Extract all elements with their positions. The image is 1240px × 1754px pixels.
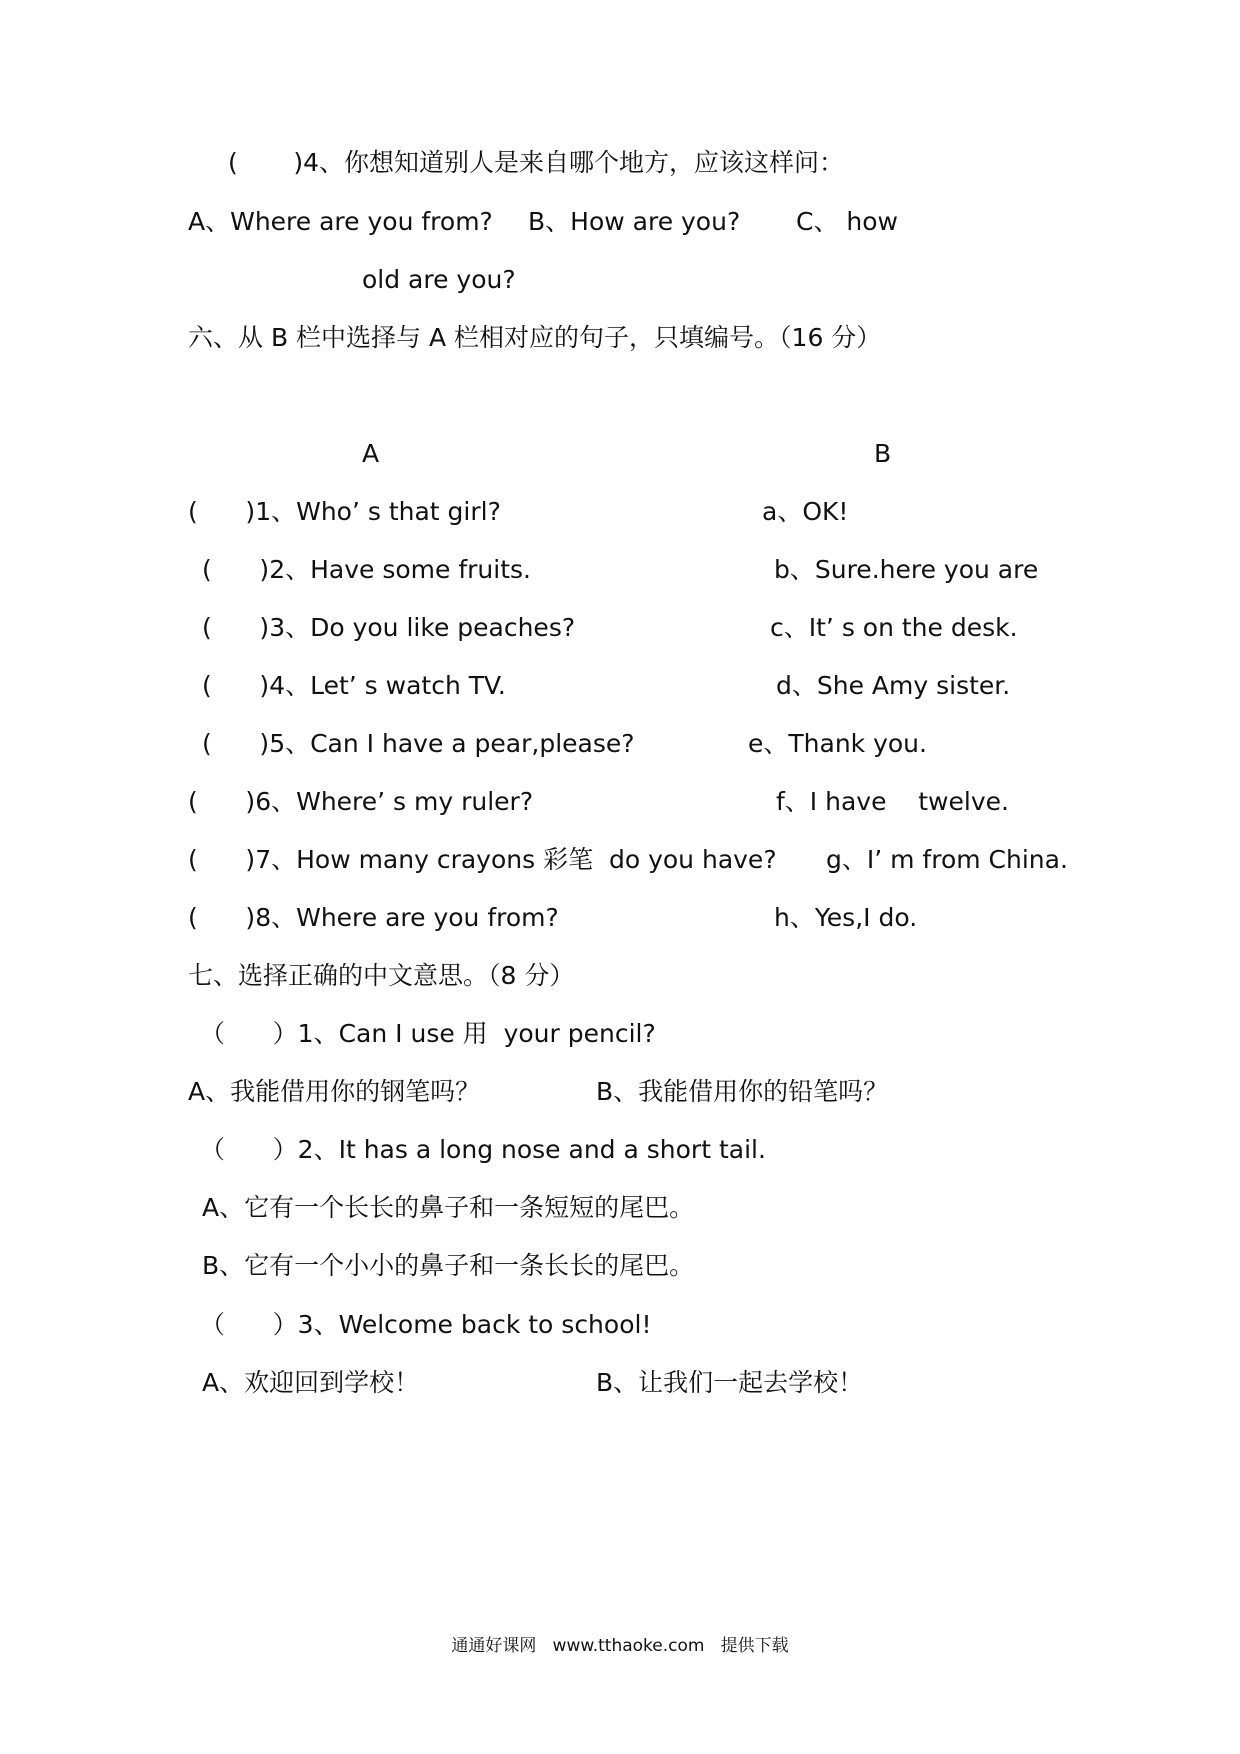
match-b-1: a、OK! — [762, 497, 849, 526]
translation-q3-option-a: A、欢迎回到学校！ — [202, 1368, 420, 1397]
question-text: ( )4、你想知道别人是来自哪个地方，应该这样问： — [228, 148, 845, 177]
match-b-7: g、I’ m from China. — [826, 845, 1068, 874]
translation-q1-option-a: A、我能借用你的钢笔吗？ — [188, 1077, 481, 1106]
match-b-3: c、It’ s on the desk. — [770, 613, 1018, 642]
match-a-3: ( )3、Do you like peaches? — [202, 613, 576, 642]
match-b-2: b、Sure.here you are — [774, 555, 1039, 584]
translation-q1: （ ）1、Can I use 用 your pencil? — [200, 1019, 656, 1048]
translation-q3: （ ）3、Welcome back to school! — [200, 1310, 652, 1339]
option-c: C、 how — [796, 207, 898, 236]
match-a-5: ( )5、Can I have a pear,please? — [202, 729, 635, 758]
match-b-6: f、I have twelve. — [776, 787, 1009, 816]
match-a-1: ( )1、Who’ s that girl? — [188, 497, 501, 526]
translation-q2-option-a: A、它有一个长长的鼻子和一条短短的尾巴。 — [202, 1193, 695, 1222]
match-a-6: ( )6、Where’ s my ruler? — [188, 787, 534, 816]
match-b-5: e、Thank you. — [748, 729, 927, 758]
match-b-8: h、Yes,I do. — [774, 903, 918, 932]
column-b-header: B — [874, 439, 892, 468]
translation-q3-option-b: B、让我们一起去学校！ — [596, 1368, 864, 1397]
match-a-7: ( )7、How many crayons 彩笔 do you have? — [188, 845, 777, 874]
match-a-8: ( )8、Where are you from? — [188, 903, 559, 932]
option-c-continued: old are you? — [362, 265, 516, 294]
section-7-title: 七、选择正确的中文意思。（8 分） — [188, 961, 575, 990]
column-a-header: A — [362, 439, 380, 468]
section-6-title: 六、从 B 栏中选择与 A 栏相对应的句子，只填编号。（16 分） — [188, 323, 882, 352]
translation-q1-option-b: B、我能借用你的铅笔吗？ — [596, 1077, 889, 1106]
option-a: A、Where are you from? — [188, 207, 493, 236]
match-b-4: d、She Amy sister. — [776, 671, 1011, 700]
translation-q2: （ ）2、It has a long nose and a short tail. — [200, 1135, 766, 1164]
match-a-4: ( )4、Let’ s watch TV. — [202, 671, 506, 700]
option-b: B、How are you? — [528, 207, 741, 236]
page-footer: 通通好课网 www.tthaoke.com 提供下载 — [451, 1636, 789, 1656]
translation-q2-option-b: B、它有一个小小的鼻子和一条长长的尾巴。 — [202, 1251, 695, 1280]
match-a-2: ( )2、Have some fruits. — [202, 555, 531, 584]
